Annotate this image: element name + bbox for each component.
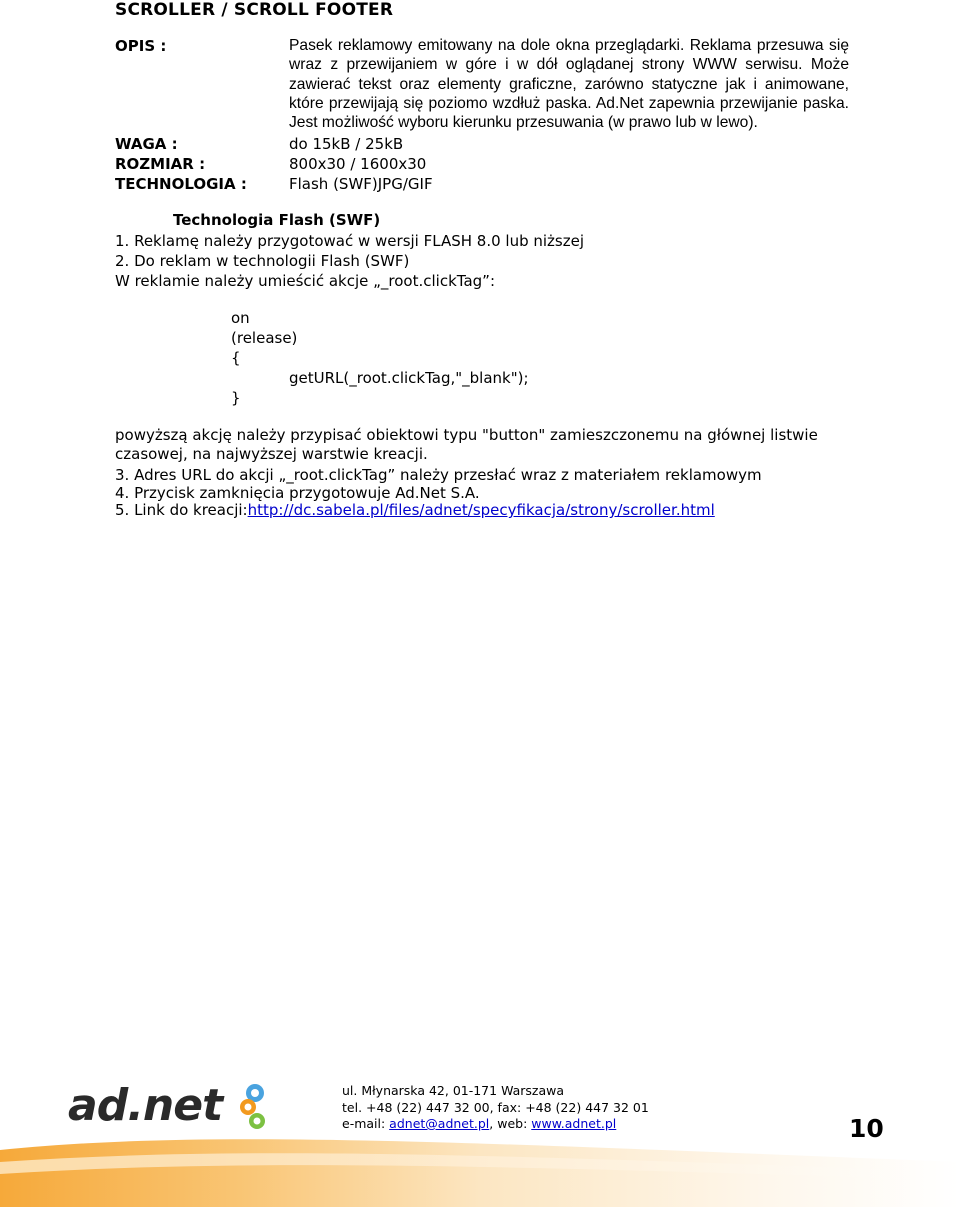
code-line-release: (release) [231, 329, 298, 347]
code-line-on: on [231, 309, 250, 327]
technologia-label: TECHNOLOGIA : [115, 175, 247, 193]
web-label: , web: [489, 1116, 532, 1131]
list-item-2-detail: W reklamie należy umieścić akcje „_root.clickTag”: [115, 272, 495, 290]
logo-burst-icon [240, 1080, 270, 1132]
waga-value: do 15kB / 25kB [289, 135, 404, 153]
code-line-geturl: getURL(_root.clickTag,"_blank"); [289, 369, 529, 387]
page-title: SCROLLER / SCROLL FOOTER [115, 0, 394, 20]
rozmiar-label: ROZMIAR : [115, 155, 206, 173]
technologia-value: Flash (SWF)JPG/GIF [289, 175, 433, 193]
opis-label: OPIS : [115, 37, 167, 55]
email-label: e-mail: [342, 1116, 390, 1131]
email-link[interactable]: adnet@adnet.pl [389, 1116, 490, 1131]
adnet-logo: ad.net [68, 1080, 223, 1131]
list-item-3: 3. Adres URL do akcji „_root.clickTag” należy przesłać wraz z materiałem reklamowym [115, 466, 762, 484]
button-paragraph: powyższą akcję należy przypisać obiektowi typu "button" zamieszczonemu na głównej listwie czasowej, na najwyższej warstwie kreacji. [115, 426, 818, 463]
footer-address: ul. Młynarska 42, 01-171 Warszawa [342, 1083, 565, 1098]
creative-link[interactable]: http://dc.sabela.pl/files/adnet/specyfikacja/strony/scroller.html [247, 501, 715, 519]
list-item-4: 4. Przycisk zamknięcia przygotowuje Ad.Net S.A. [115, 484, 480, 502]
waga-label: WAGA : [115, 135, 178, 153]
list-item-1: 1. Reklamę należy przygotować w wersji FLASH 8.0 lub niższej [115, 232, 584, 250]
opis-description: Pasek reklamowy emitowany na dole okna przeglądarki. Reklama przesuwa się wraz z przewijaniem w góre i w dół oglądanej strony WWW serwisu. Może zawierać tekst oraz elementy graficzne, zarówno statyczne jak i animowane, które przewijają się poziomo wzdłuż paska. Ad.Net zapewnia przewijanie paska. Jest możliwość wyboru kierunku przesuwania (w prawo lub w lewo). [289, 37, 849, 132]
list-item-5-label: 5. Link do kreacji: [115, 501, 248, 519]
code-line-open-brace: { [231, 349, 241, 367]
rozmiar-value: 800x30 / 1600x30 [289, 155, 427, 173]
code-line-close-brace: } [231, 389, 241, 407]
list-item-2: 2. Do reklam w technologii Flash (SWF) [115, 252, 410, 270]
footer-phone: tel. +48 (22) 447 32 00, fax: +48 (22) 447 32 01 [342, 1100, 649, 1115]
flash-section-heading: Technologia Flash (SWF) [173, 211, 381, 229]
page-number: 10 [849, 1114, 884, 1143]
web-link[interactable]: www.adnet.pl [531, 1116, 617, 1131]
list-item-5 [115, 501, 715, 519]
footer-contact [342, 1116, 616, 1131]
